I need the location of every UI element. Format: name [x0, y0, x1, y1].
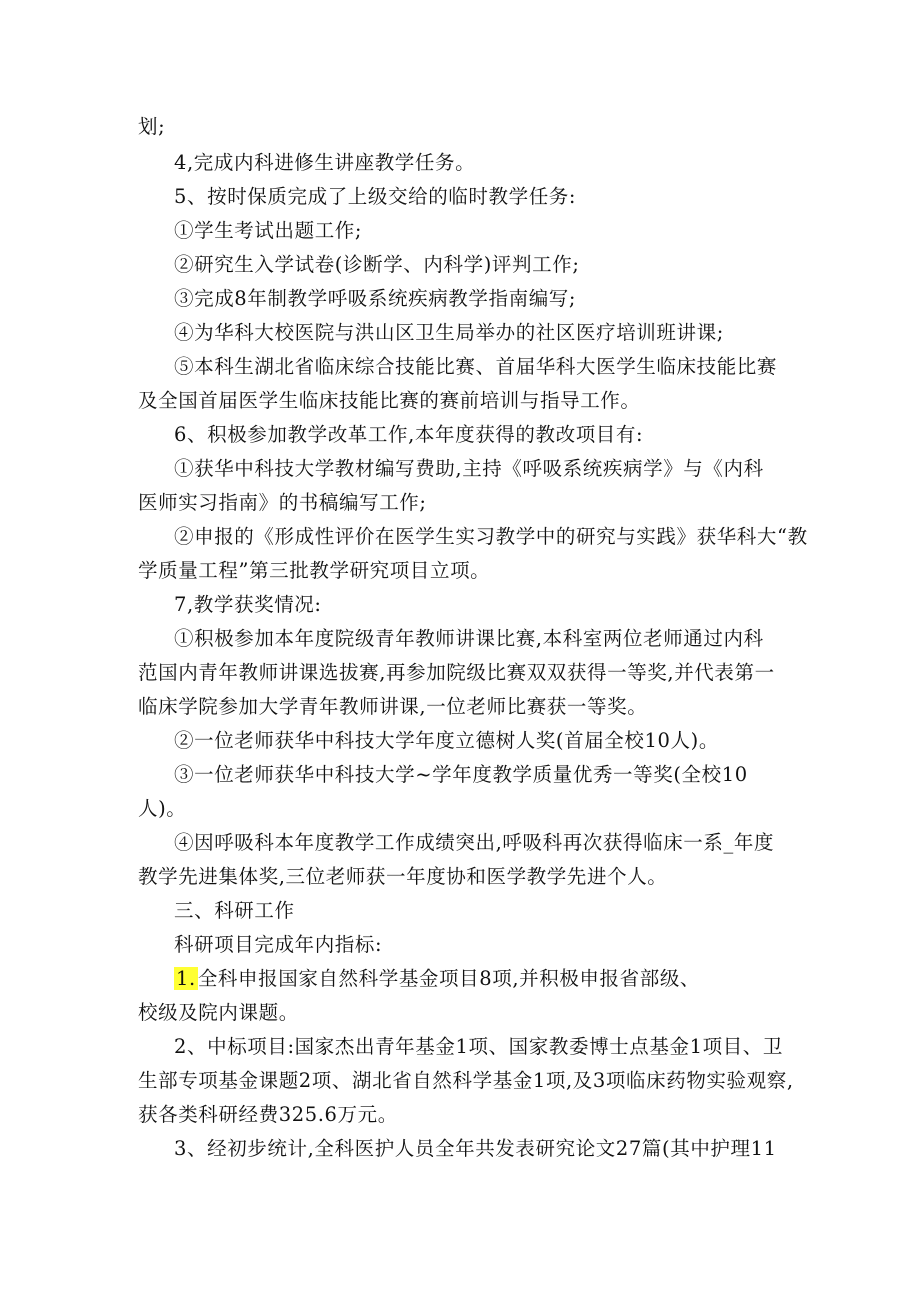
text-line: ④因呼吸科本年度教学工作成绩突出,呼吸科再次获得临床一系_年度: [174, 831, 775, 854]
text-line: 学质量工程”第三批教学研究项目立项。: [138, 559, 491, 582]
text-line: 校级及院内课题。: [138, 1001, 299, 1024]
text-line: 人)。: [138, 797, 187, 820]
text-line: ①获华中科技大学教材编写费助,主持《呼吸系统疾病学》与《内科: [174, 457, 764, 480]
text-line: [174, 967, 834, 991]
text-line: 及全国首届医学生临床技能比赛的赛前培训与指导工作。: [138, 389, 641, 412]
text-line: 获各类科研经费325.6万元。: [138, 1103, 398, 1126]
highlight-marker: 1.: [176, 967, 196, 990]
text-line: ①积极参加本年度院级青年教师讲课比赛,本科室两位老师通过内科: [174, 627, 764, 650]
text-line: ②申报的《形成性评价在医学生实习教学中的研究与实践》获华科大“教: [174, 525, 808, 548]
text-line: 3、经初步统计,全科医护人员全年共发表研究论文27篇(其中护理11: [174, 1137, 777, 1160]
text-line: 7,教学获奖情况:: [174, 593, 322, 616]
text-line: ②研究生入学试卷(诊断学、内科学)评判工作;: [174, 253, 580, 276]
text-line: 范国内青年教师讲课选拔赛,再参加院级比赛双双获得一等奖,并代表第一: [138, 661, 775, 684]
text-line: 科研项目完成年内指标:: [174, 933, 383, 956]
section-heading: 三、科研工作: [174, 899, 295, 922]
text-line: 临床学院参加大学青年教师讲课,一位老师比赛获一等奖。: [138, 695, 648, 718]
text-line: ⑤本科生湖北省临床综合技能比赛、首届华科大医学生临床技能比赛: [174, 355, 778, 378]
text-line: ③完成8年制教学呼吸系统疾病教学指南编写;: [174, 287, 577, 310]
text-line: 6、积极参加教学改革工作,本年度获得的教改项目有:: [174, 423, 644, 446]
text-line: 4,完成内科进修生讲座教学任务。: [174, 151, 476, 174]
text-line: ③一位老师获华中科技大学~学年度教学质量优秀一等奖(全校10: [174, 763, 748, 786]
text-line: ①学生考试出题工作;: [174, 219, 363, 242]
text-line: 2、中标项目:国家杰出青年基金1项、国家教委博士点基金1项目、卫: [174, 1035, 783, 1058]
text-line: 划;: [138, 115, 166, 138]
text-line: ②一位老师获华中科技大学年度立德树人奖(首届全校10人)。: [174, 729, 719, 752]
text-line: 教学先进集体奖,三位老师获一年度协和医学教学先进个人。: [138, 865, 668, 888]
text-line: ④为华科大校医院与洪山区卫生局举办的社区医疗培训班讲课;: [174, 321, 724, 344]
text-line: 医师实习指南》的书稿编写工作;: [138, 491, 427, 514]
text-line: 5、按时保质完成了上级交给的临时教学任务:: [174, 185, 577, 208]
text-span: 全科申报国家自然科学基金项目8项,并积极申报省部级、: [197, 967, 701, 990]
text-line: 生部专项基金课题2项、湖北省自然科学基金1项,及3项临床药物实验观察,: [138, 1069, 794, 1092]
